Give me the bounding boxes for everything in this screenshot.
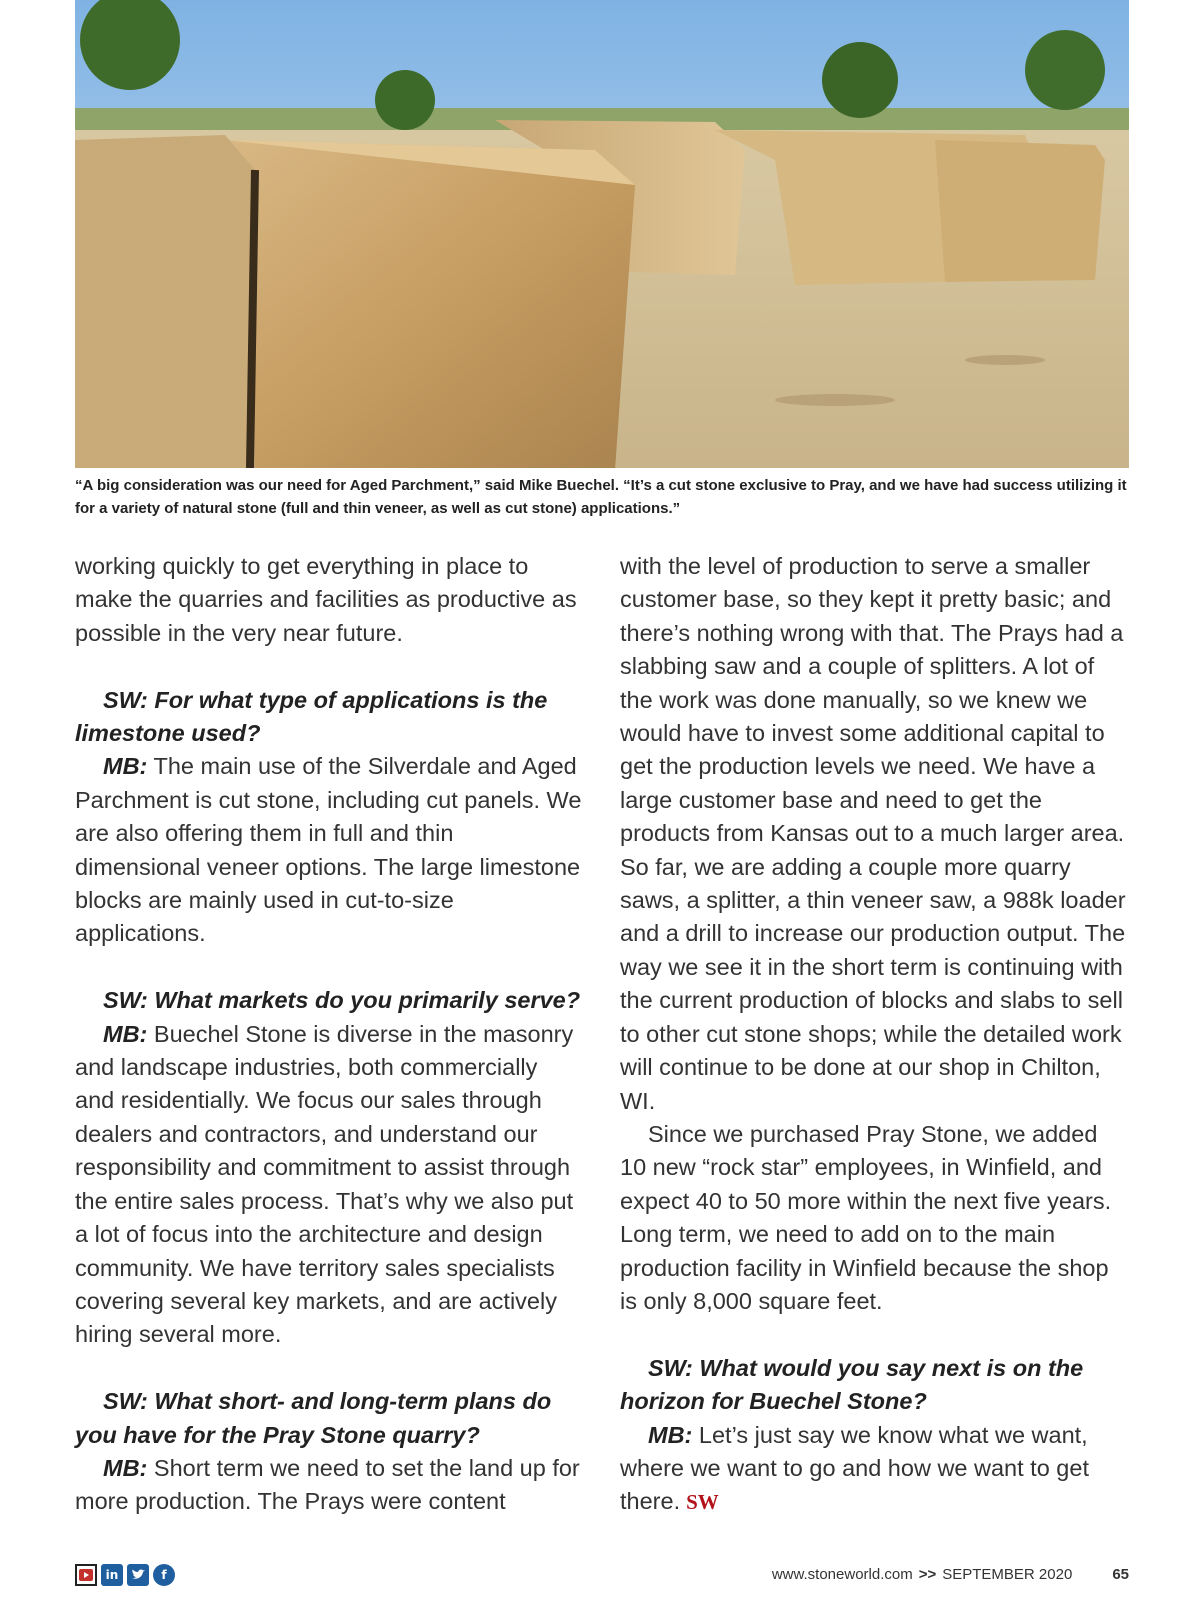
footer-arrows: >>: [918, 1566, 937, 1583]
facebook-icon[interactable]: f: [153, 1564, 175, 1586]
photo-caption: “A big consideration was our need for Aged Parchment,” said Mike Buechel. “It’s a cut stone exclusive to Pray, and we have had success utilizing it for a variety of natural stone (full and thin veneer, as well as cut stone) applications.”: [75, 477, 1127, 517]
paragraph: Since we purchased Pray Stone, we added 10 new “rock star” employees, in Winfield, and expect 40 to 50 more within the next five years. Long term, we need to add on to the main production facility in Winfield because the shop is only 8,000 square feet.: [620, 1120, 1112, 1314]
question-2: SW: What markets do you primarily serve?: [103, 987, 581, 1014]
mb-label: MB:: [103, 1020, 148, 1047]
answer-text: Let’s just say we know what we want, where we want to go and how we want to get there.: [620, 1421, 1089, 1515]
answer-3: [75, 1452, 583, 1519]
right-column: [620, 550, 1128, 1520]
mb-label: MB:: [103, 753, 148, 780]
page-footer: [75, 1562, 1129, 1590]
mb-label: MB:: [103, 1454, 148, 1481]
footer-info: [772, 1566, 1129, 1583]
paragraph: working quickly to get everything in place to make the quarries and facilities as productive as possible in the very near future.: [75, 553, 577, 646]
answer-2: [75, 1018, 583, 1352]
linkedin-icon[interactable]: in: [101, 1564, 123, 1586]
answer-text: The main use of the Silverdale and Aged Parchment is cut stone, including cut panels. We are also offering them in full and thin dimensional veneer options. The large limestone blocks are mainly used in cut-to-size applications.: [75, 753, 582, 947]
page-number: 65: [1112, 1566, 1129, 1583]
answer-text: Buechel Stone is diverse in the masonry and landscape industries, both commercially and residentially. We focus our sales through dealers and contractors, and understand our responsibility and commitment to assist through the entire sales process. That’s why we also put a lot of focus into the architecture and design community. We have territory sales specialists covering several key markets, and are actively hiring several more.: [75, 1020, 574, 1348]
question-3: SW: What short- and long-term plans do you have for the Pray Stone quarry?: [75, 1388, 552, 1448]
answer-4: [620, 1419, 1128, 1520]
question-1: SW: For what type of applications is the limestone used?: [75, 686, 548, 747]
issue-date: SEPTEMBER 2020: [942, 1566, 1073, 1583]
website-link[interactable]: www.stoneworld.com: [771, 1566, 913, 1583]
left-column: [75, 550, 583, 1519]
sw-end-mark: SW: [686, 1490, 719, 1515]
answer-text: Short term we need to set the land up for more production. The Prays were content: [75, 1454, 580, 1515]
twitter-icon[interactable]: [127, 1564, 149, 1586]
paragraph: with the level of production to serve a smaller customer base, so they kept it pretty basic; and there’s nothing wrong with that. The Prays had a slabbing saw and a couple of splitters. A lot of the work was done manually, so we knew we would have to invest some additional capital to get the production levels we need. We have a large customer base and need to get the products from Kansas out to a much larger area. So far, we are adding a couple more quarry saws, a splitter, a thin veneer saw, a 988k loader and a drill to increase our production output. The way we see it in the short term is continuing with the current production of blocks and slabs to sell to other cut stone shops; while the detailed work will continue to be done at our shop in Chilton, WI.: [620, 553, 1126, 1114]
question-4: SW: What would you say next is on the horizon for Buechel Stone?: [620, 1354, 1084, 1415]
mb-label: MB:: [648, 1421, 693, 1448]
social-icons: [75, 1564, 175, 1586]
limestone-blocks-photo: [75, 0, 1129, 468]
youtube-icon[interactable]: [75, 1564, 97, 1586]
answer-1: [75, 750, 583, 950]
